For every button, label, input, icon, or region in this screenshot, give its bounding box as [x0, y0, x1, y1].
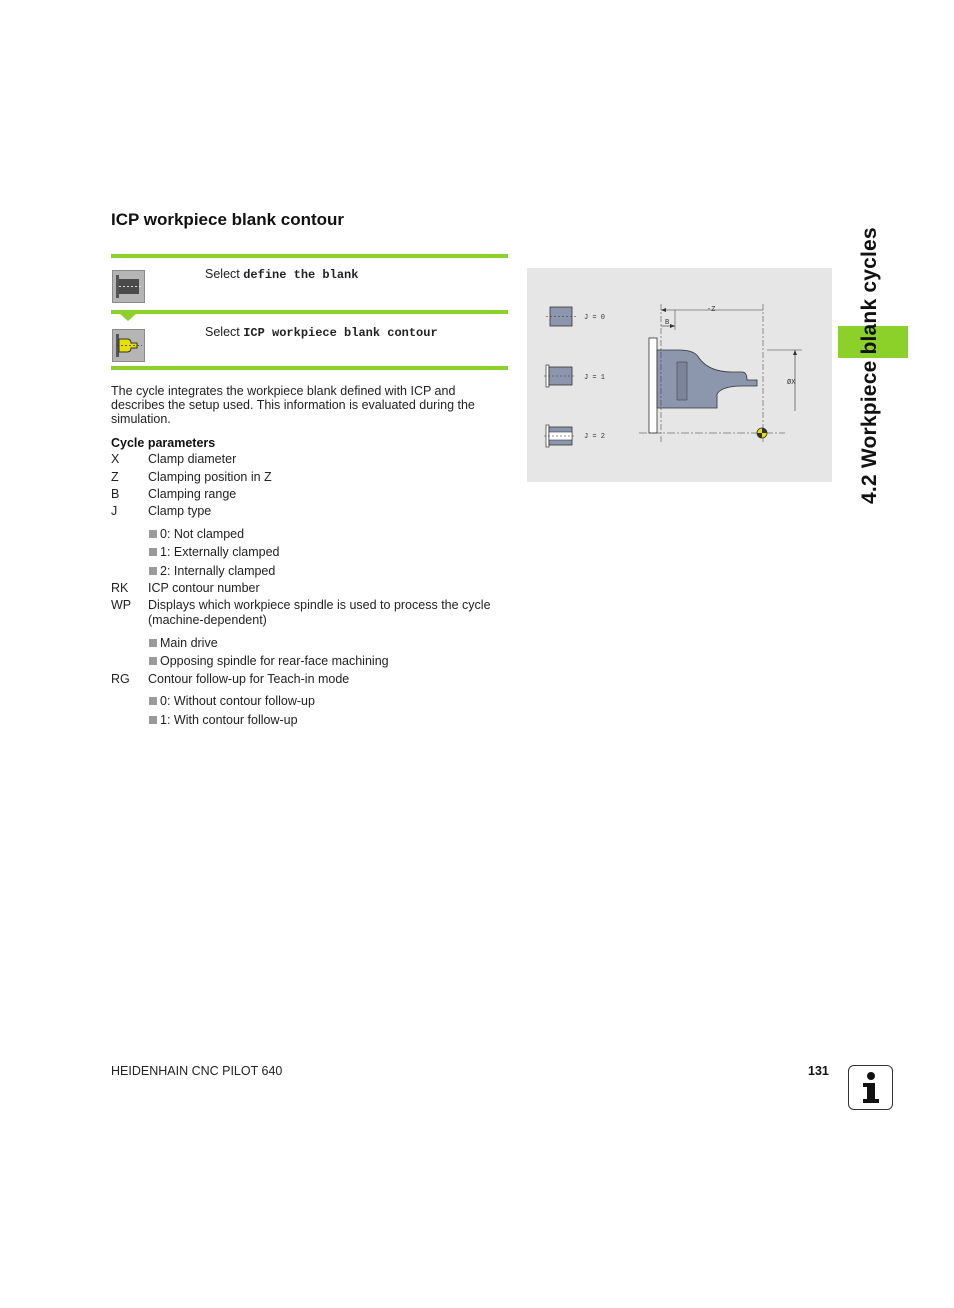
list-item: Opposing spindle for rear-face machining: [149, 654, 389, 668]
footer-product: HEIDENHAIN CNC PILOT 640: [111, 1064, 283, 1078]
chapter-title-vertical: 4.2 Workpiece blank cycles: [858, 227, 881, 504]
label-x: ØX: [787, 379, 796, 387]
step-1-text: Select define the blank: [205, 267, 359, 282]
define-blank-softkey-icon[interactable]: [112, 270, 145, 303]
list-item: 1: With contour follow-up: [149, 713, 298, 727]
section-title: ICP workpiece blank contour: [111, 210, 345, 229]
divider: [111, 310, 508, 314]
divider: [111, 366, 508, 370]
list-item: 1: Externally clamped: [149, 545, 280, 559]
label-z: -Z: [707, 306, 716, 314]
icp-blank-contour-softkey-icon[interactable]: [112, 329, 145, 362]
clamp-type-0-icon: [546, 307, 576, 326]
list-item: 2: Internally clamped: [149, 564, 275, 578]
page-number: 131: [808, 1064, 829, 1078]
list-item: Main drive: [149, 636, 218, 650]
intro-paragraph: The cycle integrates the workpiece blank defined with ICP and describes the setup used. This information is evaluated during the simulation.: [111, 384, 475, 426]
clamping-diagram: [527, 268, 832, 482]
divider: [111, 254, 508, 258]
params-heading: Cycle parameters: [111, 436, 216, 450]
label-j2: J = 2: [584, 433, 606, 441]
clamp-type-2-icon: [544, 425, 576, 447]
list-item: 0: Not clamped: [149, 527, 244, 541]
workpiece-drawing: [639, 304, 802, 444]
label-j0: J = 0: [584, 314, 606, 322]
label-b: B: [665, 319, 670, 327]
clamp-type-1-icon: [544, 365, 576, 387]
info-icon: [848, 1065, 893, 1110]
label-j1: J = 1: [584, 374, 606, 382]
step-2-text: Select ICP workpiece blank contour: [205, 325, 438, 340]
arrow-down-icon: [119, 313, 137, 321]
list-item: 0: Without contour follow-up: [149, 694, 315, 708]
